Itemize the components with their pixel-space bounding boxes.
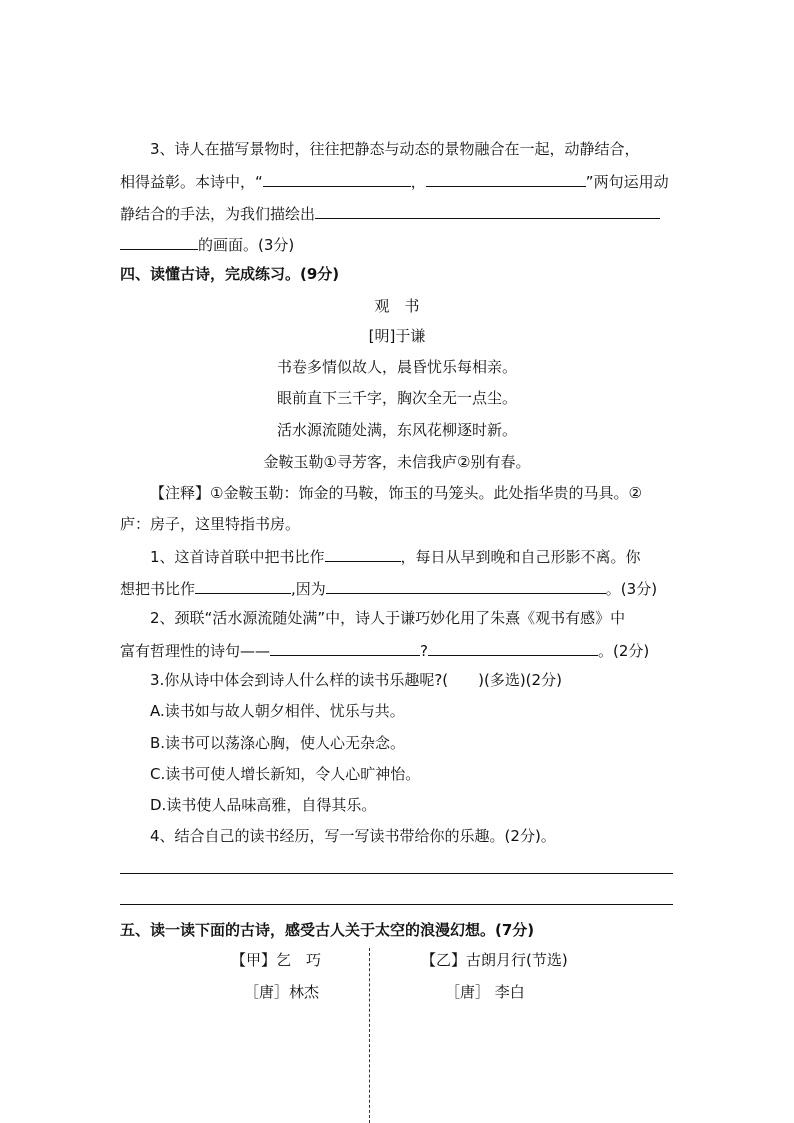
answer-blank[interactable] [270,639,420,656]
q1-text-e: 。(3分) [605,580,658,598]
left-poem-title: 【甲】乞 巧 [231,951,322,969]
q2-text-b: ? [420,642,428,660]
answer-blank[interactable] [326,577,606,594]
q3-line3 [120,202,660,224]
q1-line1 [150,545,641,567]
answer-blank[interactable] [315,202,660,219]
poem-line: 金鞍玉勒①寻芳客，未信我庐②别有春。 [263,453,531,471]
q3-line3-text: 静结合的手法，为我们描绘出 [120,205,316,223]
section4-heading: 四、读懂古诗，完成练习。(9分) [120,265,340,283]
q2-line2 [120,639,649,661]
q3-line4 [120,233,294,255]
left-poem-author: ［唐］林杰 [244,983,320,1001]
q3-line2-text-c: ”两句运用动 [585,173,669,191]
q3-line1: 3、诗人在描写景物时，往往把静态与动态的景物融合在一起，动静结合， [150,140,640,158]
answer-line[interactable] [120,904,673,905]
note-line2: 庐：房子，这里特指书房。 [120,515,301,533]
q1-line2 [120,577,657,599]
q1-text-a: 1、这首诗首联中把书比作 [150,548,325,566]
q3-line2 [120,170,669,192]
q2-text-c: 。(2分) [597,642,650,660]
option-b[interactable]: B.读书可以荡涤心胸，使人心无杂念。 [150,734,406,752]
q1-text-b: ，每日从早到晚和自己形影不离。你 [400,548,641,566]
section5-heading: 五、读一读下面的古诗，感受古人关于太空的浪漫幻想。(7分) [120,921,535,939]
q2-text-a: 富有哲理性的诗句—— [120,642,271,660]
q3-line4-text: 的画面。(3分) [198,236,295,254]
answer-blank[interactable] [195,577,291,594]
poem-line: 书卷多情似故人，晨昏忧乐每相亲。 [276,358,517,376]
poem-line: 眼前直下三千字，胸次全无一点尘。 [276,389,517,407]
q1-text-d: ,因为 [291,580,326,598]
poem-line: 活水源流随处满，东风花柳逐时新。 [276,421,517,439]
right-poem-author: ［唐］ 李白 [445,983,525,1001]
poem-author: [明]于谦 [368,327,426,345]
option-a[interactable]: A.读书如与故人朝夕相伴、忧乐与共。 [150,702,405,720]
q2-line1: 2、颈联“活水源流随处满”中，诗人于谦巧妙化用了朱熹《观书有感》中 [150,609,626,627]
q3-line2-text-b: ， [410,173,426,191]
column-divider [369,948,370,1123]
right-poem-title: 【乙】古朗月行(节选) [421,951,568,969]
option-c[interactable]: C.读书可使人增长新知，令人心旷神怡。 [150,765,421,783]
q1-text-c: 想把书比作 [120,580,196,598]
answer-blank[interactable] [428,639,598,656]
answer-blank[interactable] [426,170,586,187]
answer-blank[interactable] [120,233,198,250]
answer-blank[interactable] [325,545,401,562]
q4-stem: 4、结合自己的读书经历，写一写读书带给你的乐趣。(2分)。 [150,827,556,845]
answer-blank[interactable] [263,170,411,187]
q3-stem: 3.你从诗中体会到诗人什么样的读书乐趣呢?( )(多选)(2分) [150,671,562,689]
option-d[interactable]: D.读书使人品味高雅，自得其乐。 [150,796,377,814]
answer-line[interactable] [120,873,673,874]
poem-title: 观 书 [374,297,420,315]
q3-line2-text-a: 相得益彰。本诗中，“ [120,173,263,191]
note-line1: 【注释】①金鞍玉勒：饰金的马鞍，饰玉的马笼头。此处指华贵的马具。② [150,484,642,502]
